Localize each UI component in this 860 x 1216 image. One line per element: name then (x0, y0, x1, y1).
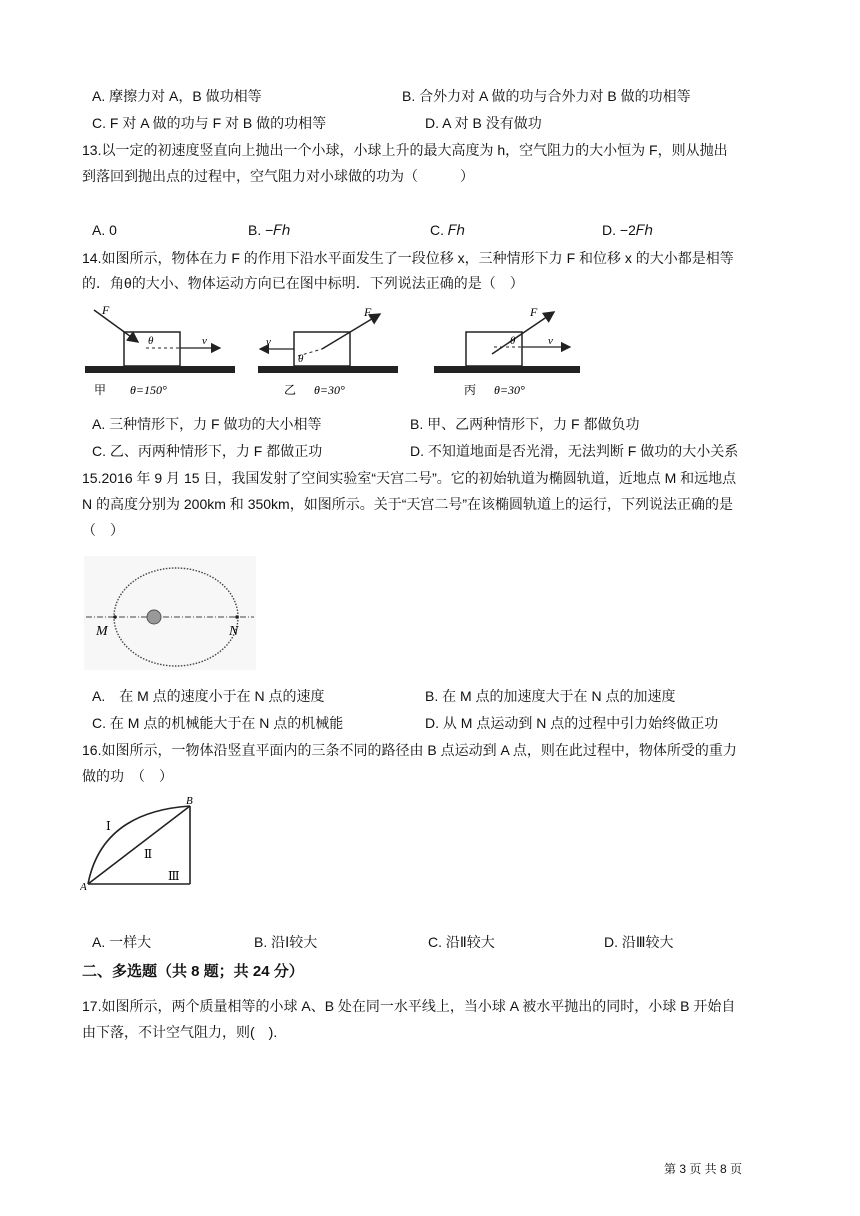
q14-figure-jia (85, 303, 235, 397)
earth-icon (147, 610, 161, 624)
q15-n-label: N (229, 624, 239, 639)
q13-option-b: B. −𝐹ℎ (248, 222, 291, 238)
q16-stem: 16.如图所示，一物体沿竖直平面内的三条不同的路径由 B 点运动到 A 点，则在此过程中，物体所受的重力 (82, 742, 737, 758)
q15-figure (84, 556, 256, 670)
q14-option-c: C. 乙、丙两种情形下，力 F 都做正功 (92, 443, 323, 459)
q16-a-label: A (80, 881, 87, 893)
q15-option-d: D. 从 M 点运动到 N 点的过程中引力始终做正功 (425, 715, 719, 731)
q14-yi-f-label: F (364, 305, 372, 319)
q13-option-a: A. 0 (92, 222, 117, 238)
q13-option-d: D. −2𝐹ℎ (602, 222, 654, 238)
q16-path-1-label: Ⅰ (106, 819, 111, 833)
q14-stem-cont: 的．角θ的大小、物体运动方向已在图中标明．下列说法正确的是（ ） (82, 275, 524, 291)
q14-bing-name: 丙 (464, 383, 477, 397)
page-number: 第 3 页 共 8 页 (664, 1162, 743, 1176)
q14-jia-theta-label: θ (148, 335, 154, 347)
q16-path-3-label: Ⅲ (168, 869, 180, 883)
q14-figure (82, 302, 602, 402)
q16-figure (80, 794, 202, 894)
q12-option-b: B. 合外力对 A 做的功与合外力对 B 做的功相等 (402, 88, 691, 104)
q16-option-a: A. 一样大 (92, 934, 152, 950)
q17-stem-cont: 由下落，不计空气阻力，则( ). (82, 1024, 278, 1040)
q14-jia-v-label: v (202, 335, 207, 347)
q13-option-c: C. 𝐹ℎ (430, 222, 466, 238)
q14-option-a: A. 三种情形下，力 F 做功的大小相等 (92, 416, 322, 432)
q14-yi-theta-label: θ (298, 353, 304, 365)
q13-stem-cont: 到落回到抛出点的过程中，空气阻力对小球做的功为（ ） (82, 168, 474, 184)
q15-m-label: M (96, 624, 108, 639)
q14-bing-angle: θ=30° (494, 383, 525, 397)
q13-stem: 13.以一定的初速度竖直向上抛出一个小球，小球上升的最大高度为 h，空气阻力的大小恒为 F，则从抛出 (82, 142, 728, 158)
q14-option-d: D. 不知道地面是否光滑，无法判断 F 做功的大小关系 (410, 443, 739, 459)
q14-figure-bing (434, 305, 580, 397)
q14-bing-f-label: F (530, 305, 538, 319)
q15-stem-paren: （ ） (82, 522, 124, 538)
q14-figure-yi (258, 305, 398, 397)
q14-yi-v-label: v (266, 336, 271, 348)
q16-stem-cont: 做的功 （ ） (82, 768, 173, 784)
q14-option-b: B. 甲、乙两种情形下，力 F 都做负功 (410, 416, 640, 432)
q15-option-c: C. 在 M 点的机械能大于在 N 点的机械能 (92, 715, 344, 731)
q12-option-a: A. 摩擦力对 A，B 做功相等 (92, 88, 262, 104)
q15-stem: 15.2016 年 9 月 15 日，我国发射了空间实验室“天宫二号”。它的初始轨道为椭圆轨道，近地点 M 和远地点 (82, 470, 737, 486)
q14-bing-v-label: v (548, 335, 553, 347)
q14-yi-name: 乙 (284, 383, 297, 397)
q17-stem: 17.如图所示，两个质量相等的小球 A、B 处在同一水平线上，当小球 A 被水平抛出的同时，小球 B 开始自 (82, 998, 736, 1014)
q14-jia-angle: θ=150° (130, 383, 167, 397)
q14-stem: 14.如图所示，物体在力 F 的作用下沿水平面发生了一段位移 x，三种情形下力 F 和位移 x 的大小都是相等 (82, 250, 734, 266)
q16-option-b: B. 沿Ⅰ较大 (254, 934, 318, 950)
q14-yi-angle: θ=30° (314, 383, 345, 397)
q14-bing-theta-label: θ (510, 335, 516, 347)
section-title: 二、多选题（共 8 题；共 24 分） (82, 963, 304, 980)
q15-stem-cont: N 的高度分别为 200km 和 350km，如图所示。关于“天宫二号”在该椭圆轨道上的运行，下列说法正确的是 (82, 496, 734, 512)
q16-option-c: C. 沿Ⅱ较大 (428, 934, 495, 950)
q15-option-b: B. 在 M 点的加速度大于在 N 点的加速度 (425, 688, 676, 704)
q14-jia-name: 甲 (94, 383, 107, 397)
q16-path-2-label: Ⅱ (144, 847, 153, 861)
q12-option-c: C. F 对 A 做的功与 F 对 B 做的功相等 (92, 115, 327, 131)
q16-option-d: D. 沿Ⅲ较大 (604, 934, 674, 950)
q16-b-label: B (186, 795, 193, 807)
q15-option-a: A. 在 M 点的速度小于在 N 点的速度 (92, 688, 325, 704)
q12-option-d: D. A 对 B 没有做功 (425, 115, 542, 131)
q14-jia-f-label: F (102, 303, 110, 317)
